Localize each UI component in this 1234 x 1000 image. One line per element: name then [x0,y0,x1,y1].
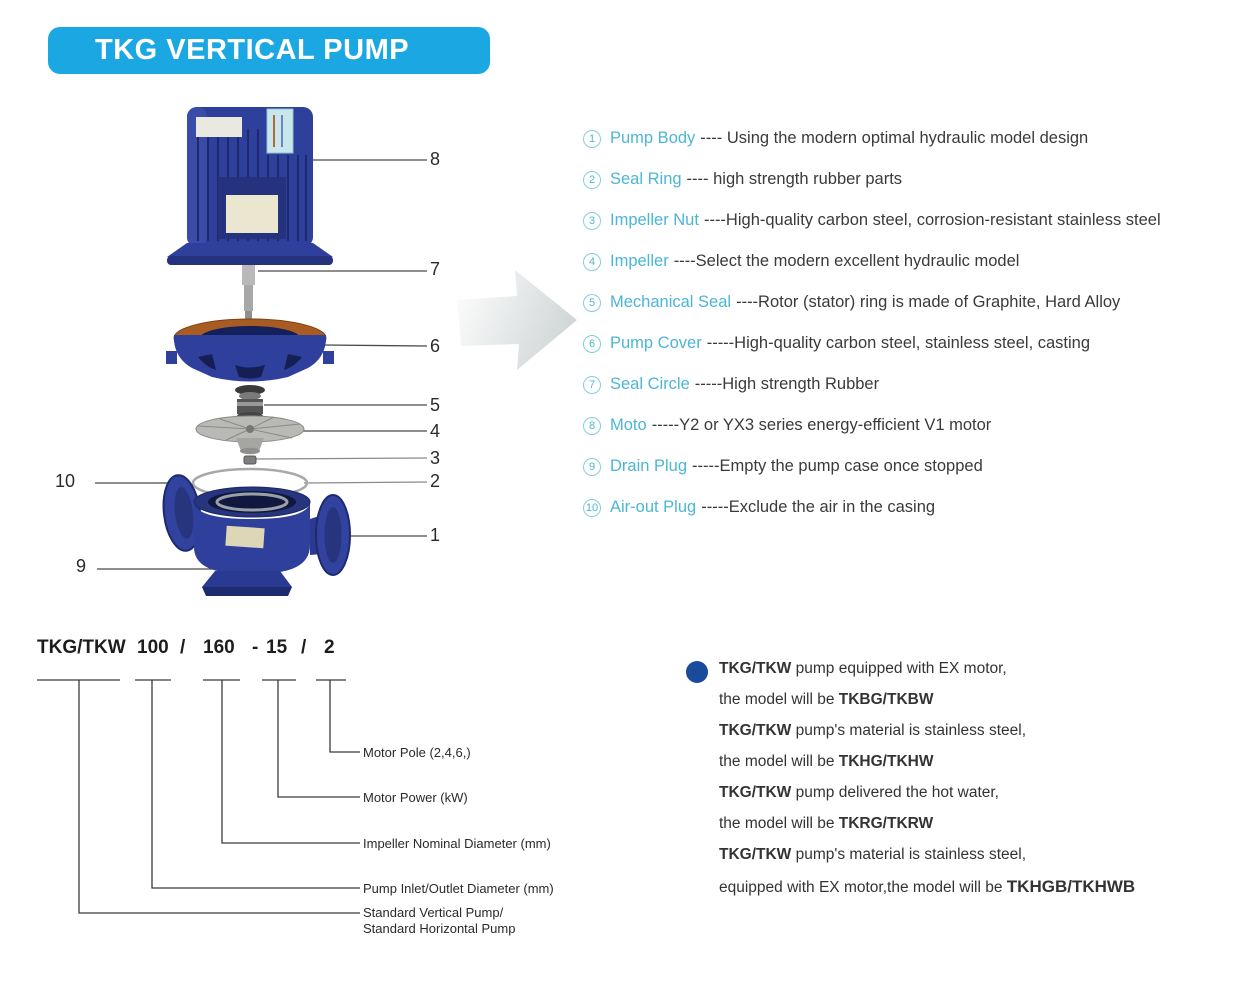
part-number-badge: 10 [583,499,601,517]
part-number-badge: 9 [583,458,601,476]
note-bold: TKG/TKW [719,722,792,739]
note-text: pump's material is stainless steel, [791,722,1027,739]
part-number-badge: 8 [583,417,601,435]
part-description: -----High-quality carbon steel, stainless steel, casting [706,334,1091,352]
note-text: pump's material is stainless steel, [791,846,1027,863]
part-name: Pump Body [610,129,696,147]
callout-4: 4 [430,421,441,441]
callout-3: 3 [430,448,441,468]
note-line-2 [719,691,1199,722]
model-code-inlet: 100 [137,637,169,658]
impeller-drawing [196,416,304,454]
part-number-badge: 4 [583,253,601,271]
note-text: pump equipped with EX motor, [791,660,1007,677]
part-row-6 [583,323,1233,364]
note-bold: TKG/TKW [719,660,792,677]
note-line-5 [719,784,1199,815]
model-code-power: 15 [266,637,288,658]
part-description: -----Empty the pump case once stopped [692,457,983,475]
motor-drawing [167,107,333,331]
note-text: the model will be [719,815,839,832]
note-text: the model will be [719,753,839,770]
model-code-series: TKG/TKW [37,637,126,658]
part-description: ----High-quality carbon steel, corrosion-resistant stainless steel [703,211,1161,229]
part-row-10 [583,487,1233,528]
part-name: Moto [610,416,647,434]
model-code-sep2: - [252,637,259,658]
part-name: Drain Plug [610,457,688,475]
note-line-4 [719,753,1199,784]
note-line-7 [719,846,1199,877]
part-row-2 [583,159,1233,200]
note-text: equipped with EX motor,the model will be [719,879,1007,896]
part-number-badge: 1 [583,130,601,148]
pump-cover-drawing [166,319,334,382]
note-text: the model will be [719,691,839,708]
part-description: ---- high strength rubber parts [686,170,903,188]
note-line-1 [719,660,1199,691]
note-model: TKRG/TKRW [838,815,934,832]
note-model: TKBG/TKBW [838,691,934,708]
model-code-pole: 2 [324,637,335,658]
callout-1: 1 [430,525,441,545]
label-motor-pole: Motor Pole (2,4,6,) [363,745,471,760]
part-description: ----Select the modern excellent hydraulic model [673,252,1020,270]
impeller-nut-drawing [244,456,256,464]
callout-10: 10 [55,471,76,491]
note-line-8 [719,877,1199,899]
part-name: Impeller Nut [610,211,699,229]
note-model: TKHGB/TKHWB [1006,877,1136,896]
part-row-3 [583,200,1233,241]
part-number-badge: 6 [583,335,601,353]
part-name: Impeller [610,252,669,270]
part-row-4 [583,241,1233,282]
part-row-1 [583,118,1233,159]
label-motor-power: Motor Power (kW) [363,790,468,805]
part-number-badge: 7 [583,376,601,394]
note-line-6 [719,815,1199,846]
part-name: Seal Ring [610,170,682,188]
part-name: Pump Cover [610,334,702,352]
part-row-9 [583,446,1233,487]
callout-5: 5 [430,395,441,415]
part-name: Seal Circle [610,375,690,393]
part-name: Air-out Plug [610,498,697,516]
label-inlet-dia: Pump Inlet/Outlet Diameter (mm) [363,881,554,896]
model-code-sep1: / [180,637,186,658]
part-description: ---- Using the modern optimal hydraulic model design [700,129,1089,147]
arrow-right-icon [455,258,585,388]
note-bullet-icon [686,661,708,683]
model-code-impeller: 160 [203,637,235,658]
pump-body-drawing [160,473,350,596]
note-bold: TKG/TKW [719,784,792,801]
note-line-3 [719,722,1199,753]
parts-list [583,118,1233,528]
label-pump-type-line1: Standard Vertical Pump/ [363,905,504,920]
part-row-7 [583,364,1233,405]
label-impeller-dia: Impeller Nominal Diameter (mm) [363,836,551,851]
callout-2: 2 [430,471,441,491]
part-row-5 [583,282,1233,323]
mechanical-seal-drawing [235,385,265,420]
model-variant-notes [719,660,1199,899]
callout-6: 6 [430,336,441,356]
note-text: pump delivered the hot water, [791,784,999,801]
callout-8: 8 [430,149,441,169]
part-name: Mechanical Seal [610,293,732,311]
part-description: -----Y2 or YX3 series energy-efficient V1 motor [651,416,992,434]
page-title: TKG VERTICAL PUMP [48,27,490,74]
part-row-8 [583,405,1233,446]
part-number-badge: 5 [583,294,601,312]
part-description: -----Exclude the air in the casing [701,498,936,516]
part-number-badge: 2 [583,171,601,189]
model-code-sep3: / [301,637,307,658]
part-description: ----Rotor (stator) ring is made of Graphite, Hard Alloy [736,293,1121,311]
note-bold: TKG/TKW [719,846,792,863]
note-model: TKHG/TKHW [838,753,934,770]
label-pump-type [363,905,515,936]
pump-exploded-drawing [30,95,480,605]
label-pump-type-line2: Standard Horizontal Pump [363,920,516,936]
callout-9: 9 [76,556,87,576]
callout-7: 7 [430,259,441,279]
part-number-badge: 3 [583,212,601,230]
part-description: -----High strength Rubber [694,375,880,393]
